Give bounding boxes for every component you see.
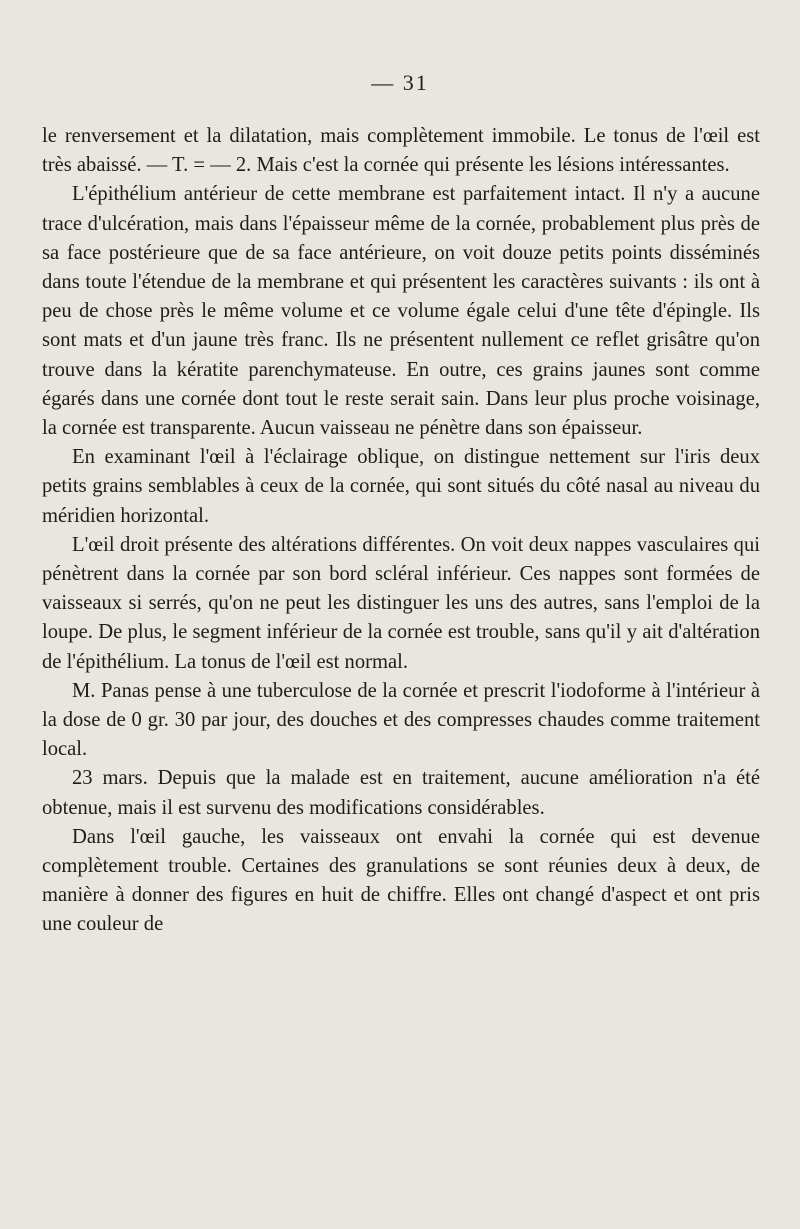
paragraph-5: M. Panas pense à une tuberculose de la cornée et prescrit l'iodoforme à l'intérieur à la dose de 0 gr. 30 par jour, des douches et des compresses chaudes comme traitement local. [42,679,760,761]
paragraph-2: L'épithélium antérieur de cette membrane est parfaitement intact. Il n'y a aucune trace d'ulcération, mais dans l'épaisseur même de la cornée, probablement plus près de sa face postérieure que de sa face antérieure, on voit douze petits points disséminés dans toute l'étendue de la membrane et qui présentent les caractères suivants : ils ont à peu de chose près le même volume et ce volume égale celui d'une tête d'épingle. Ils sont mats et d'un jaune très franc. Ils ne présentent nullement ce reflet grisâtre qu'on trouve dans la kératite parenchymateuse. En outre, ces grains jaunes sont comme égarés dans une cornée dont tout le reste serait sain. Dans leur plus proche voisinage, la cornée est transparente. Aucun vaisseau ne pénètre dans son épaisseur. [42,183,760,440]
paragraph-3: En examinant l'œil à l'éclairage oblique, on distingue nettement sur l'iris deux petits grains semblables à ceux de la cornée, qui sont situés du côté nasal au niveau du méridien horizontal. [42,446,760,527]
page-number: — 31 [371,70,429,95]
paragraph-7: Dans l'œil gauche, les vaisseaux ont envahi la cornée qui est devenue complètement trouble. Certaines des granulations se sont réunies deux à deux, de manière à donner des figures en huit de chiffre. Elles ont changé d'aspect et ont pris une couleur de [42,825,760,936]
text-body [42,122,760,940]
paragraph-6: 23 mars. Depuis que la malade est en traitement, aucune amélioration n'a été obtenue, mais il est survenu des modifications considérables. [42,767,760,819]
paragraph-1: le renversement et la dilatation, mais complètement immobile. Le tonus de l'œil est très abaissé. — T. = — 2. Mais c'est la cornée qui présente les lésions intéressantes. [42,125,760,177]
paragraph-4: L'œil droit présente des altérations différentes. On voit deux nappes vasculaires qui pénètrent dans la cornée par son bord scléral inférieur. Ces nappes sont formées de vaisseaux si serrés, qu'on ne peut les distinguer les uns des autres, sans l'emploi de la loupe. De plus, le segment inférieur de la cornée est trouble, sans qu'il y ait d'altération de l'épithélium. La tonus de l'œil est normal. [42,533,760,673]
